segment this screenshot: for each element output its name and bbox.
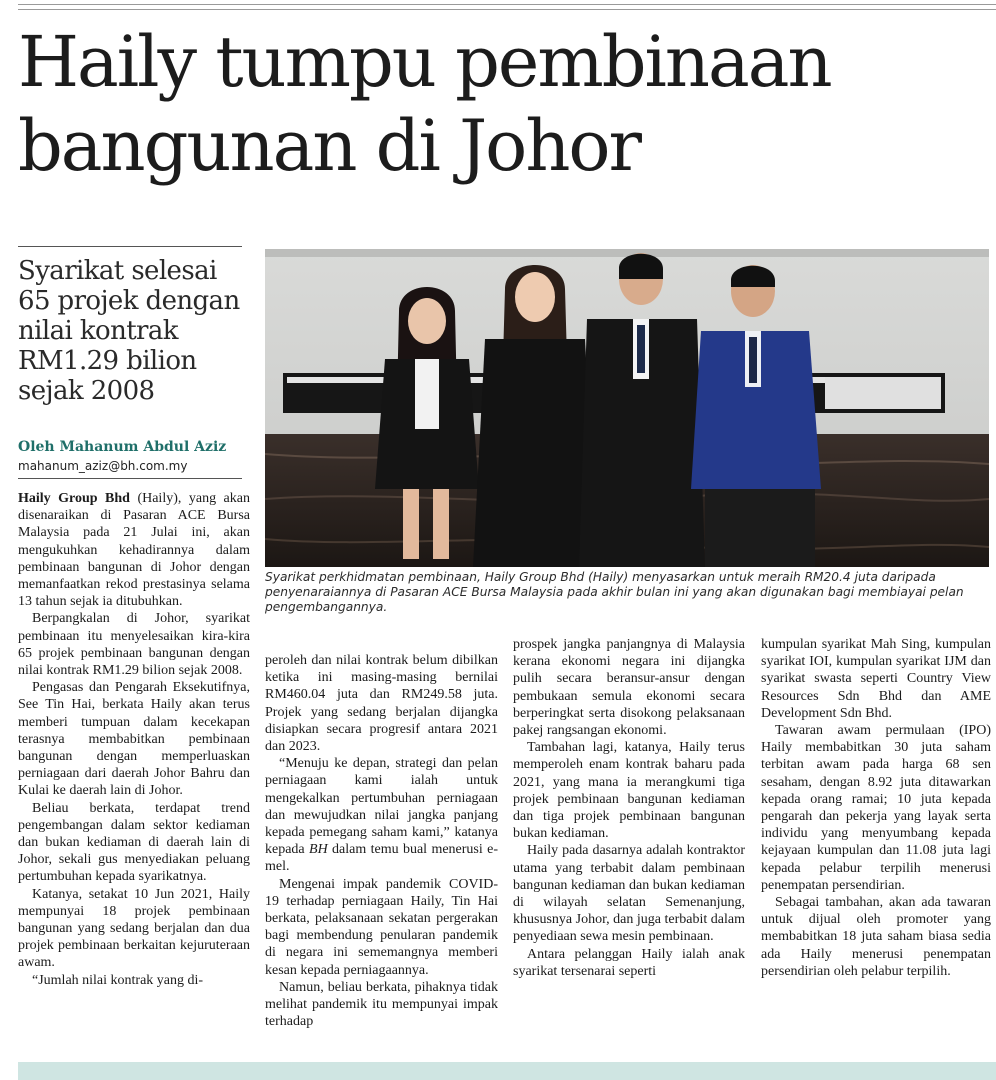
subheadline: Syarikat selesai 65 projek dengan nilai kontrak RM1.29 bilion sejak 2008 bbox=[18, 256, 240, 406]
group-portrait-illustration bbox=[265, 249, 989, 567]
author-email: mahanum_aziz@bh.com.my bbox=[18, 459, 188, 473]
paragraph-lead: Haily Group Bhd (Haily), yang akan disenaraikan di Pasaran ACE Bursa Malaysia pada 21 Julai ini, akan mengukuhkan kehadirannya dalam pembinaan bangunan di Johor dengan memanfaatkan rekod prestasinya selama 13 tahun sejak ia ditubuhkan. bbox=[18, 491, 250, 610]
paragraph: Sebagai tambahan, akan ada tawaran untuk dijual oleh promoter yang membabitkan 18 juta saham biasa sedia ada Haily menerusi penempatan persendirian oleh pelabur terpilih. bbox=[761, 895, 991, 979]
publication-name: BH bbox=[309, 842, 328, 858]
paragraph: Beliau berkata, terdapat trend pengembangan dalam sektor kediaman dan bukan kediaman di daerah lain di Johor, sekali gus menyediakan peluang pertumbuhan kepada syarikatnya. bbox=[18, 800, 250, 885]
article-column-4 bbox=[761, 636, 991, 980]
byline: Oleh Mahanum Abdul Aziz bbox=[18, 439, 227, 455]
article-column-2 bbox=[265, 652, 498, 1030]
bottom-color-band bbox=[18, 1062, 996, 1080]
paragraph: Katanya, setakat 10 Jun 2021, Haily mempunyai 18 projek pembinaan bangunan yang sedang berjalan dan dua projek pembinaan berkaitan kejuruteraan awam. bbox=[18, 886, 250, 971]
paragraph: Pengasas dan Pengarah Eksekutifnya, See Tin Hai, berkata Haily akan terus memberi tumpuan dalam kecekapan terasnya membabitkan pembinaan bangunan dengan memperluaskan perniagaan dari daerah Johor Bahru dan Kulai ke daerah lain di Johor. bbox=[18, 680, 250, 799]
paragraph: Tambahan lagi, katanya, Haily terus memperoleh enam kontrak baharu pada 2021, yang mana ia merangkumi tiga projek pembinaan bangunan kediaman dan tiga projek pembinaan bangunan bukan kediaman. bbox=[513, 740, 745, 842]
subheadline-rule bbox=[18, 246, 242, 247]
photo-caption: Syarikat perkhidmatan pembinaan, Haily Group Bhd (Haily) menyasarkan untuk meraih RM20.4 juta daripada penyenaraiannya di Pasaran ACE Bursa Malaysia pada akhir bulan ini yang akan digunakan bagi membiayai pelan pengembangannya. bbox=[265, 570, 964, 614]
paragraph: Namun, beliau berkata, pihaknya tidak melihat pandemik itu mempunyai impak terhadap bbox=[265, 979, 498, 1030]
paragraph: Tawaran awam permulaan (IPO) Haily membabitkan 30 juta saham terbitan awam pada harga 68 sen sesaham, dengan 8.92 juta ditawarkan kepada orang ramai; 10 juta kepada pengarah dan pekerja yang layak serta individu yang menyumbang kepada kejayaan kumpulan dan 11.08 juta lagi kepada pelabur terpilih menerusi penempatan persendirian. bbox=[761, 723, 991, 893]
paragraph: kumpulan syarikat Mah Sing, kumpulan syarikat IOI, kumpulan syarikat IJM dan syarikat swasta seperti Country View Resources Sdn Bhd dan AME Development Sdn Bhd. bbox=[761, 637, 991, 721]
paragraph: peroleh dan nilai kontrak belum dibilkan ketika ini masing-masing bernilai RM460.04 juta dan RM249.58 juta. Projek yang sedang berjalan dijangka disiapkan secara progresif antara 2021 dan 2023. bbox=[265, 653, 498, 755]
paragraph: Mengenai impak pandemik COVID-19 terhadap perniagaan Haily, Tin Hai berkata, pelaksanaan sekatan pergerakan bagi membendung penularan pandemik di negara ini sememangnya memberi kesan kepada perniagaannya. bbox=[265, 876, 498, 978]
paragraph: Antara pelanggan Haily ialah anak syarikat tersenarai seperti bbox=[513, 946, 745, 979]
paragraph: Haily pada dasarnya adalah kontraktor utama yang terbabit dalam pembinaan bangunan kediaman dan bukan kediaman di wilayah selatan Semenanjung, khususnya Johor, dan juga terbabit dalam penyediaan sewa mesin pembinaan. bbox=[513, 843, 745, 945]
paragraph: prospek jangka panjangnya di Malaysia kerana ekonomi negara ini dijangka pulih secara beransur-ansur dengan pembukaan semula ekonomi secara berperingkat serta disokong pelaksanaan pakej rangsangan ekonomi. bbox=[513, 637, 745, 739]
article-photo bbox=[265, 249, 989, 567]
paragraph-quote: “Menuju ke depan, strategi dan pelan perniagaan kami ialah untuk mengekalkan pertumbuhan perniagaan dan mewujudkan nilai jangka panjang kepada pemegang saham kami,” katanya kepada BH dalam temu bual menerusi e-mel. bbox=[265, 756, 498, 875]
lead-company-name: Haily Group Bhd bbox=[18, 491, 130, 506]
article-column-3 bbox=[513, 636, 745, 980]
article-column-1 bbox=[18, 490, 250, 989]
paragraph: “Jumlah nilai kontrak yang di- bbox=[32, 972, 204, 988]
top-rule bbox=[18, 4, 996, 10]
paragraph: Berpangkalan di Johor, syarikat pembinaan itu menyelesaikan kira-kira 65 projek pembinaan bangunan dengan nilai kontrak RM1.29 bilion sejak 2008. bbox=[18, 611, 250, 679]
byline-rule bbox=[18, 478, 242, 479]
headline: Haily tumpu pembinaan bangunan di Johor bbox=[18, 21, 831, 187]
